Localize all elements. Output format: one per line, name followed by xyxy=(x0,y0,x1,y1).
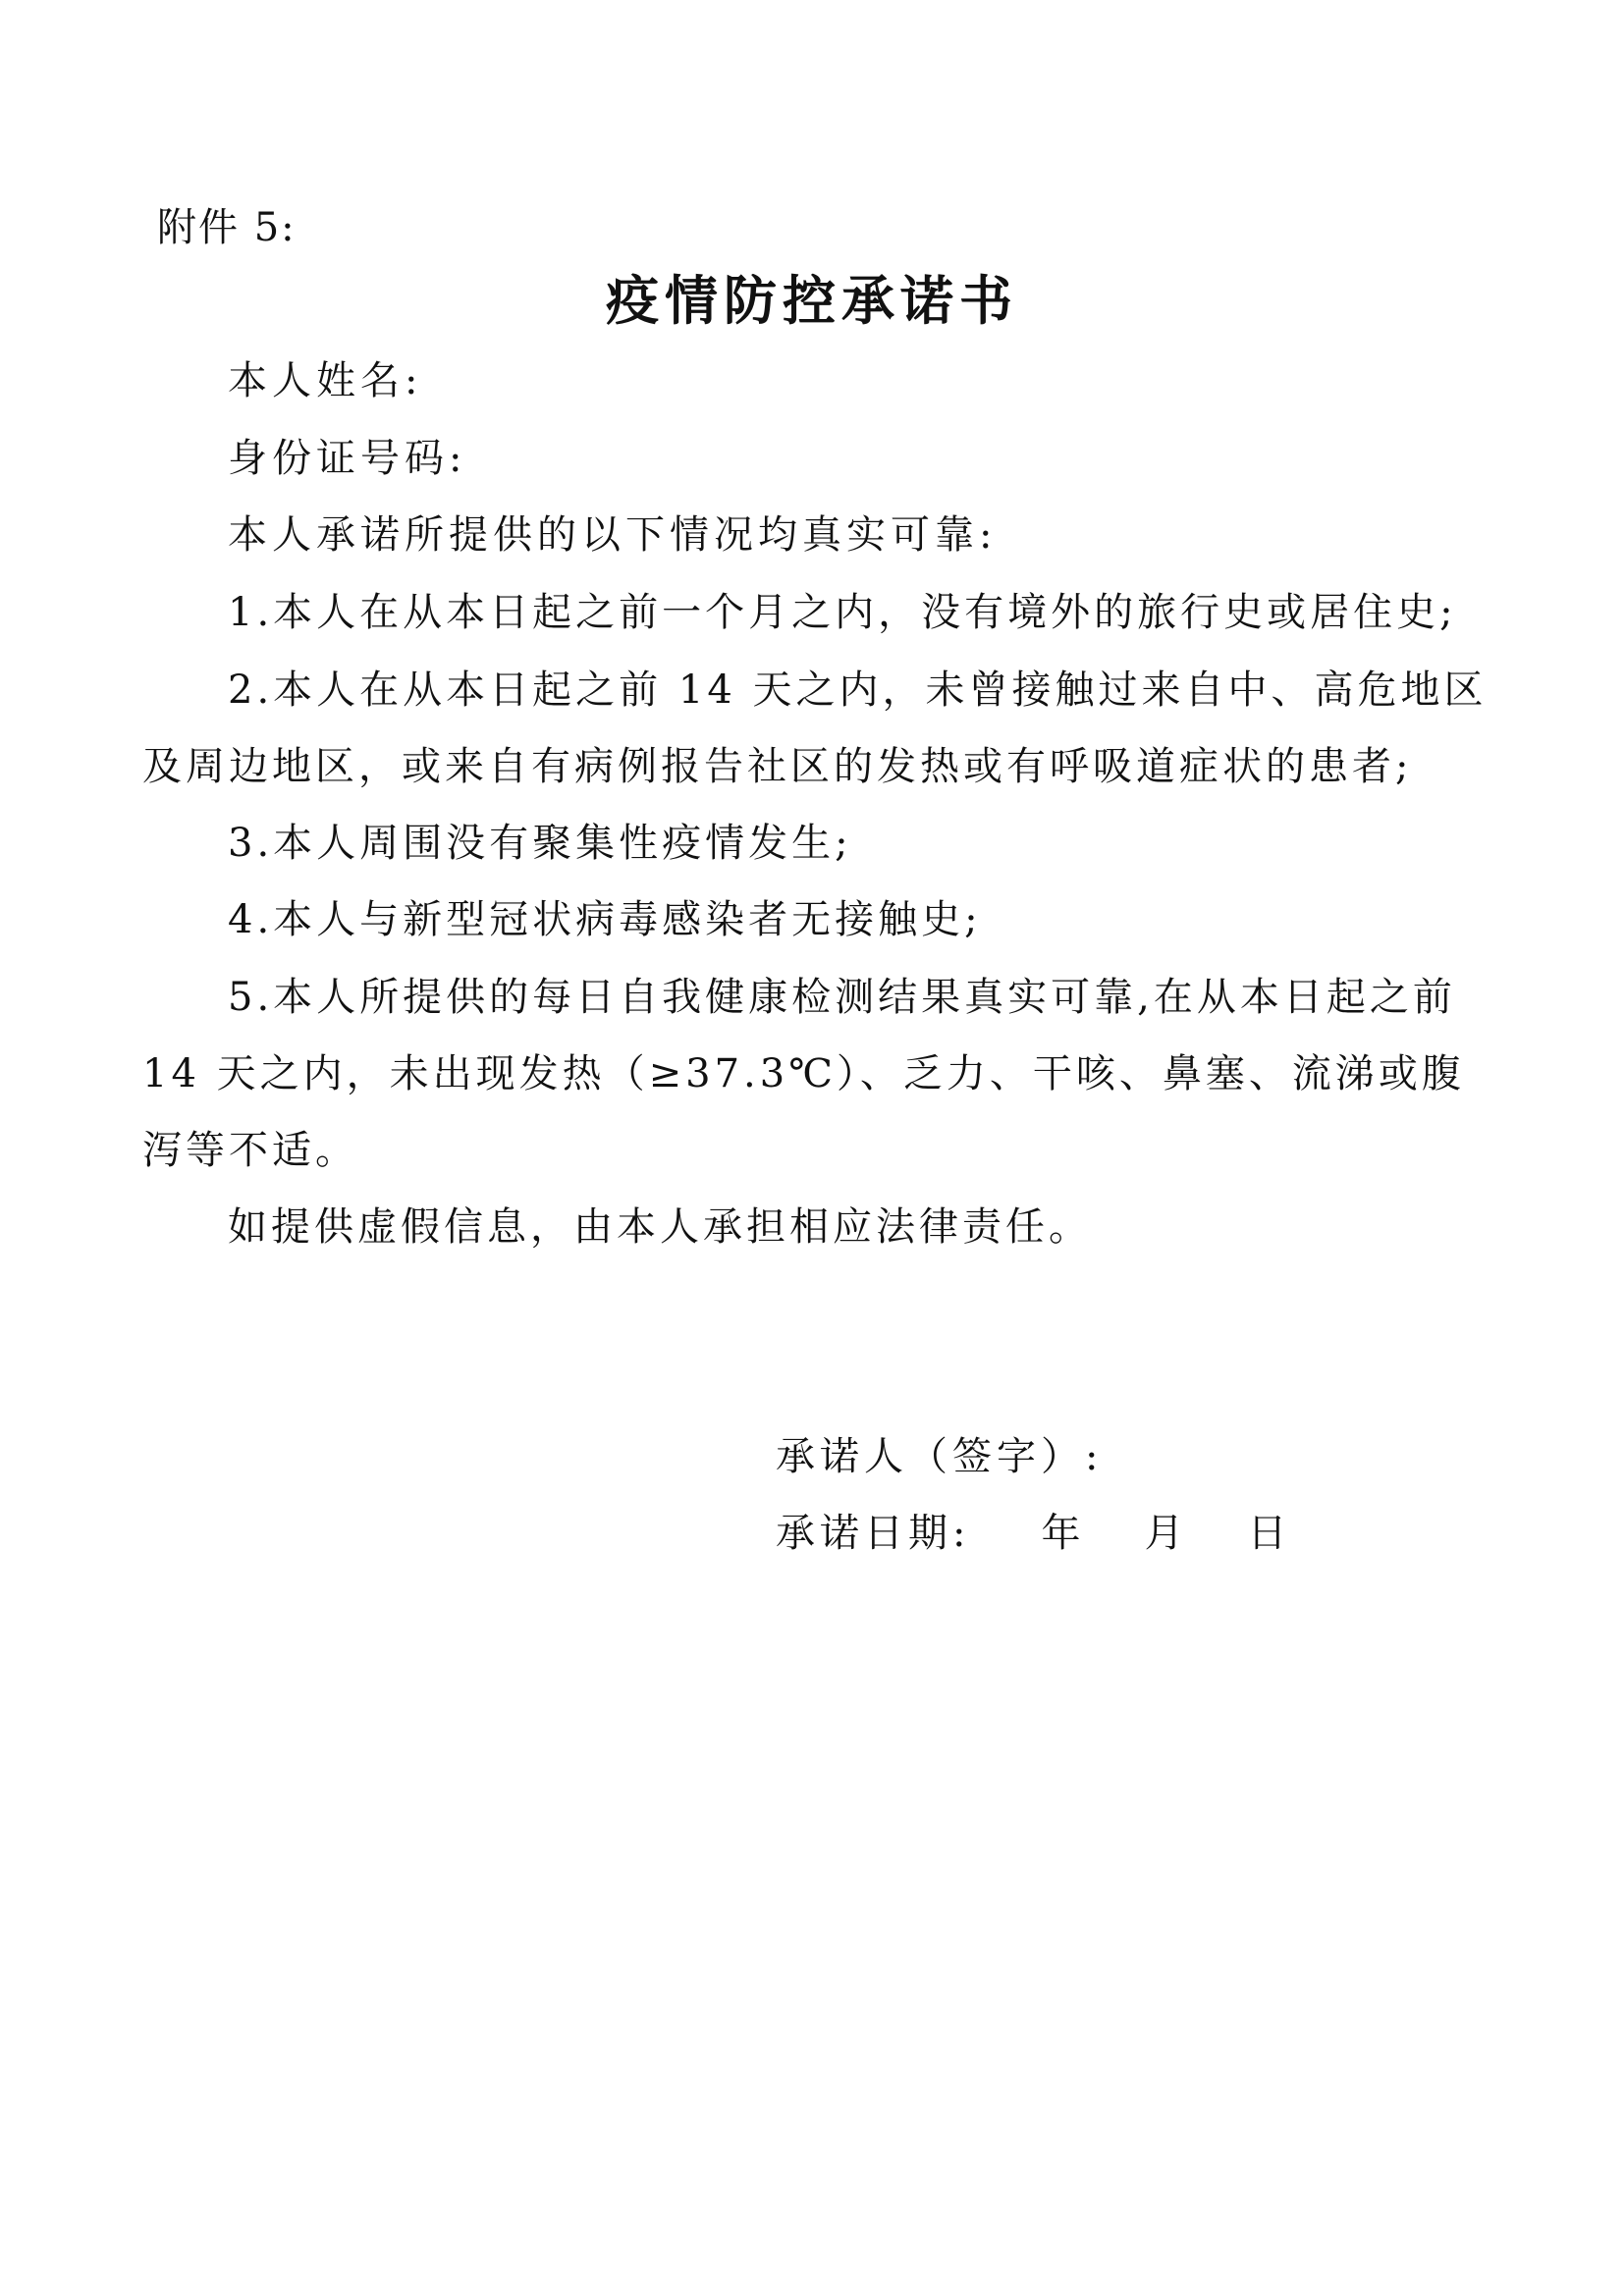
document-title: 疫情防控承诺书 xyxy=(606,269,1018,332)
item-2-line-2: 及周边地区，或来自有病例报告社区的发热或有呼吸道症状的患者; xyxy=(142,744,1413,789)
date-label: 承诺日期: xyxy=(776,1511,971,1556)
date-day-label: 日 xyxy=(1247,1511,1292,1556)
item-5-line-2: 14 天之内，未出现发热（≥37.3℃）、乏力、干咳、鼻塞、流涕或腹 xyxy=(142,1051,1465,1096)
intro-paragraph: 本人承诺所提供的以下情况均真实可靠: xyxy=(228,512,998,558)
item-5-line-3: 泻等不适。 xyxy=(142,1128,358,1173)
date-year-label: 年 xyxy=(1041,1511,1086,1556)
item-3: 3.本人周围没有聚集性疫情发生; xyxy=(228,821,852,866)
item-2-line-1: 2.本人在从本日起之前 14 天之内，未曾接触过来自中、高危地区 xyxy=(228,667,1488,713)
closing-statement: 如提供虚假信息，由本人承担相应法律责任。 xyxy=(228,1204,1092,1250)
item-4: 4.本人与新型冠状病毒感染者无接触史; xyxy=(228,897,982,942)
name-field-label: 本人姓名: xyxy=(228,358,423,403)
signer-label: 承诺人（签字）: xyxy=(776,1434,1104,1479)
item-1: 1.本人在从本日起之前一个月之内，没有境外的旅行史或居住史; xyxy=(228,590,1457,635)
signature-date-row xyxy=(776,1506,1291,1561)
item-5-line-1: 5.本人所提供的每日自我健康检测结果真实可靠,在从本日起之前 xyxy=(228,975,1456,1020)
attachment-label: 附件 5: xyxy=(157,205,297,250)
date-month-label: 月 xyxy=(1144,1511,1189,1556)
id-number-field-label: 身份证号码: xyxy=(228,436,467,481)
